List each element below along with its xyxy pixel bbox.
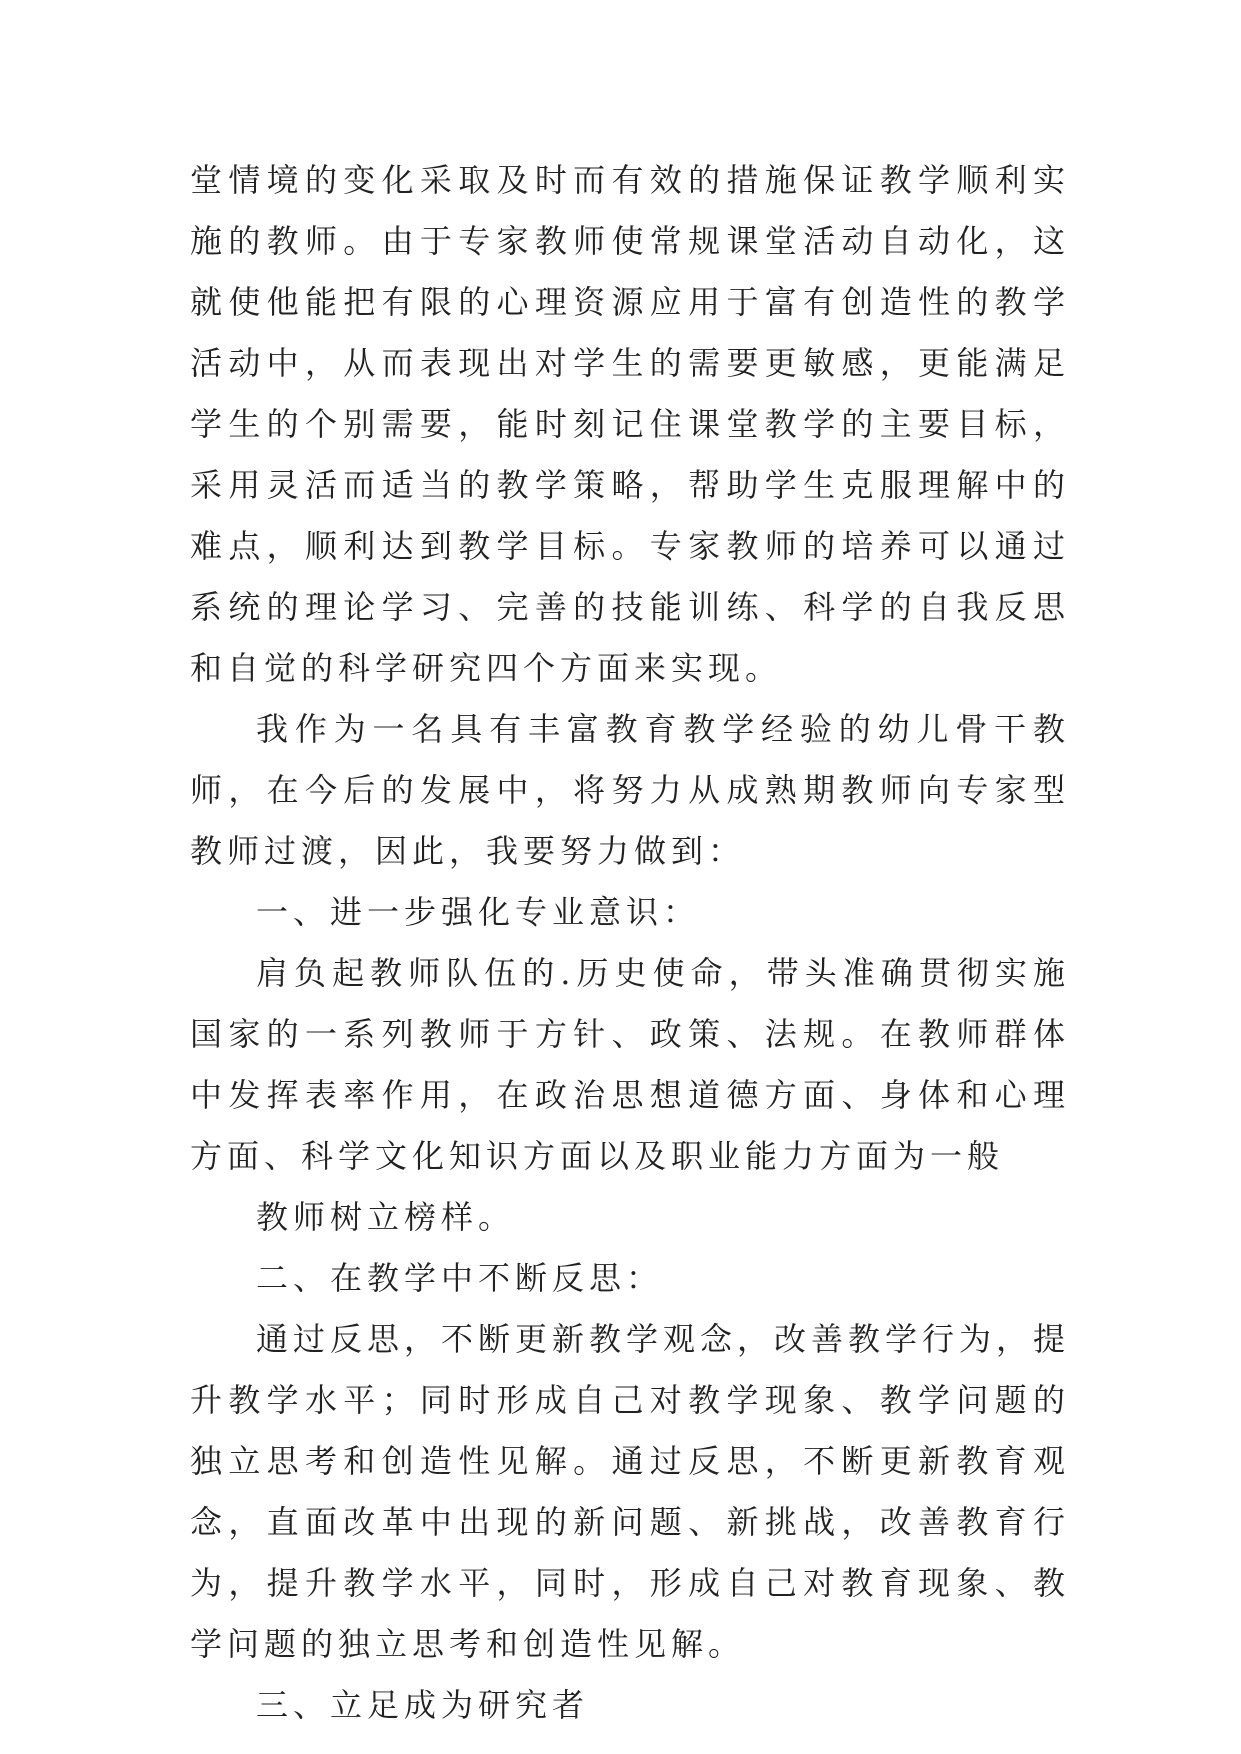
section-heading: 二、在教学中不断反思：	[256, 1259, 664, 1297]
section-heading: 三、立足成为研究者	[256, 1686, 590, 1724]
paragraph: 通过反思，不断更新教学观念，改善教学行为，提升教学水平；同时形成自己对教学现象、教学问题的独立思考和创造性见解。通过反思，不断更新教育观念，直面改革中出现的新问题、新挑战，改善教育行为，提升教学水平，同时，形成自己对教育现象、教学问题的独立思考和创造性见解。	[190, 1320, 1071, 1663]
paragraph: 肩负起教师队伍的.历史使命，带头准确贯彻实施国家的一系列教师于方针、政策、法规。在教师群体中发挥表率作用，在政治思想道德方面、身体和心理方面、科学文化知识方面以及职业能力方面为一般	[190, 954, 1070, 1175]
paragraph: 教师树立榜样。	[256, 1198, 516, 1236]
paragraph: 堂情境的变化采取及时而有效的措施保证教学顺利实施的教师。由于专家教师使常规课堂活动自动化，这就使他能把有限的心理资源应用于富有创造性的教学活动中，从而表现出对学生的需要更敏感，更能满足学生的个别需要，能时刻记住课堂教学的主要目标，采用灵活而适当的教学策略，帮助学生克服理解中的难点，顺利达到教学目标。专家教师的培养可以通过系统的理论学习、完善的技能训练、科学的自我反思和自觉的科学研究四个方面来实现。	[190, 161, 1070, 687]
document-body	[190, 150, 1070, 1736]
paragraph: 我作为一名具有丰富教育教学经验的幼儿骨干教师，在今后的发展中，将努力从成熟期教师向专家型教师过渡，因此，我要努力做到：	[190, 710, 1070, 870]
section-heading: 一、进一步强化专业意识：	[256, 893, 701, 931]
